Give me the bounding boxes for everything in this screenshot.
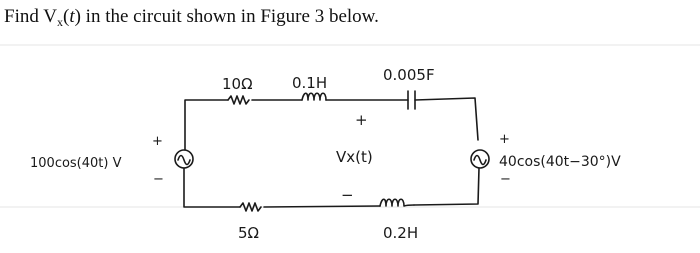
label-left-source: 100cos(40t) V [30,156,122,171]
label-r-top: 10Ω [222,75,253,93]
inductor-0-2h [380,199,414,206]
label-right-source: 40cos(40t−30°)V [499,154,621,170]
label-l-bottom: 0.2H [383,224,419,242]
label-right-minus: − [500,172,511,187]
wire-top-right-corner [415,98,478,140]
label-left-minus: − [153,172,164,187]
label-vx-plus: + [355,111,368,129]
problem-subscript: x [56,15,63,29]
problem-prefix: Find V [4,6,57,27]
wire-bottom-mid [264,206,380,207]
right-ac-wave-icon [474,156,486,165]
label-right-plus: + [499,132,510,147]
label-r-bottom: 5Ω [238,224,260,242]
inductor-0-1h [302,93,326,100]
wire-bottom-right [414,168,479,205]
problem-paren-close: ) [74,6,81,27]
label-l-top: 0.1H [292,74,328,92]
wire-bottom-left [184,168,240,207]
resistor-10-ohm [228,96,249,104]
left-ac-wave-icon [178,156,190,165]
label-vx-minus: − [341,186,354,204]
problem-suffix: in the circuit shown in Figure 3 below. [80,6,379,27]
problem-variable: t [69,6,75,27]
label-vx: Vx(t) [336,148,373,166]
label-left-plus: + [152,134,163,149]
problem-paren-open: ( [62,6,70,27]
wire-top-left [185,100,228,150]
label-c-top: 0.005F [383,66,435,84]
